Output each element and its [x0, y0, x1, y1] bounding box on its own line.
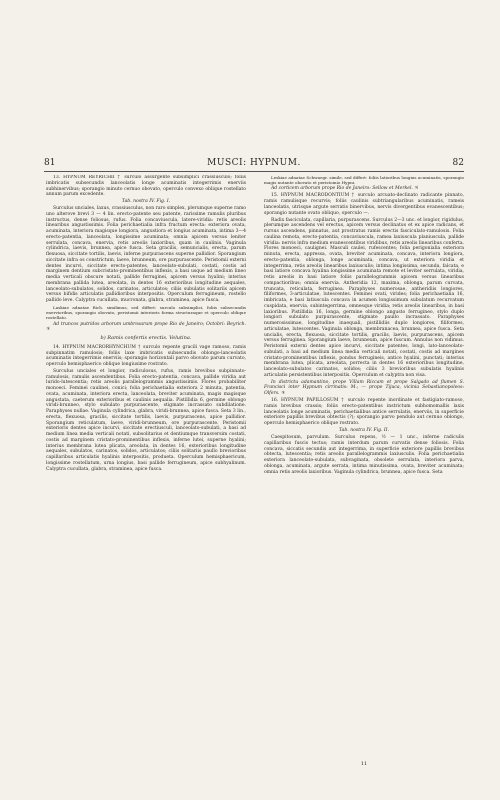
species-heading: 13. HYPNUM REYRICHII † surculo assurgente subsimplici crassiusculo; foliis imbricatis subsecundis lanceolatis longe acuminatis integerrimis enerviis subhinervibus; sporangio minuto cernuo obovato, operculo convexo oblique rostellato annum parum excedente. — [46, 175, 246, 198]
right-column — [264, 175, 464, 770]
description-paragraph: Surculus unciales, laxus, crassiusculus, non raro simplex, plerumque superne ramo uno alterove brevi 3 — 4 lin. erecto-patente seu patente, rarissime ramulis pluribus instructus, dense foliosus, rufus. Folia concaviuscula, latere-viridia: retis areolis linearibus angustissimis. Folia perichaetialia infra fructum erecta: exteriora ovata, acuminata, interiora magisque longiora, angustiora et longius acuminata, intima 3—4 erecto-patentia, lanceolata, longissime acuminata; omnia apicem versus leniter serrulata, concava, enervia, retis areolis laxioribus, quam in caulinis. Vaginula cylindrica, laevis, brunnea, apice fusca. Seta gracilis, semuncialis, erecta, parum flexuosa, siccitate tortilis, laevis, inferne purpurascens superne pallidior. Sporangium siccitate infra os constrictum, laeve, brunneum, ore purpurascente. Peristomii externi dentes incurvi, siccitate erecto-patentes, lanceolato-subulati, costati, costis ad marginem dentium subcristato-prominentibus inflexis, a basi usque ad medium lineo media verticali obscure notati, pallide ferruginei, apicem versus hyalini; interius membrana pallida lutea, areolata, in dentes 16 exterioribus longitudine aequales, lanceolato-subulatos, solidos, carinatos, articulatos; ciliis subulatis solitariis apicem versus bifidis articulatis pallidioribus interpositis. Operculum ferrugineum, rostello pallido leve. Calyptra cucullata, mucronata, glabra, straminea, apice fusca. — [46, 206, 246, 304]
comparison-note: Leskiae adnatae Schwaegr. simile, sed differt: foliis latioribus longius acuminatis, sporangio magis nutante obovato et peristomio Hypni. — [264, 175, 464, 186]
plate-reference: Tab. nostra IV. Fig. I. — [121, 199, 171, 205]
signature-mark: 11 — [360, 761, 368, 768]
species-heading: 15. HYPNUM MACRODONTIUM † surculo arcuato-declinato radicante pinnato, ramis ramulisque recurvis; foliis caulinis subtriangularibus acuminatis, rameis lanceolatis, utrisque argute serratis binervibus, nervis divergentibus evanescentibus; sporangio nutante ovato obliquo, operculo —. — [264, 193, 464, 216]
locality-note: Ad truncos putridos arborum umbrosarum prope Rio de Janeiro; Octobri: Beyrich. ♃ — [46, 321, 246, 333]
header-rule — [44, 171, 464, 172]
running-title: MUSCI: HYPNUM. — [207, 158, 301, 168]
description-paragraph: Surculus unciales et longior, radiculosus, rufus, ramis brevibus subpinnato-ramulosis, ramulis ascendentibus. Folia erecto-patentia, concava, pallide viridia aut lurido-lutescentia; retis areolis parallelogrammis angustissimis. Flores probabiliter monoeci. Feminei caulinei, conici; folia perichaetialia exteriora 2 minuta, patentia, ovata, acuminata, interiora erecta, lanceolata, breviter acuminata, magis magisque angustata, caeterum exterioribus et caulinis aequalia. Pistillidia 6, germine oblongo viridi-brunneo, stylo subulato purpurascente, stigmate incrassato subdilatione. Paraphyses nullae. Vaginula cylindrica, glabra, viridi-brunnea, apice fusca. Seta 3 lin., erecta, flexuosa, gracilis, siccitate tortilis, laevis, purpurascens, apice pallidior. Sporangium reticulatum, laeve, viridi-brunneum, ore purpurascente. Peristomii exterioris dentes apice incurvi, siccitate erectiusculi, lanceolato-subulati, a basi ad medium linea media verticali notati, subsolitarius et dentiumque transversim costati, costis ad marginem cristato-prominentibus inflexis, inferne lutei, superne hyalini; interius membrana lutea plicata, areolata, in dentes 16, exterioribus longitudine aequales, subulatos, carinatos, solidos, articulatos; ciliis solitariis paullo brevioribus capillaribus articulatis hyalinis interpositis, produeta. Operculum hemisphaericum, longissime rostellatum, urna longius, basi pallide ferrugineum, apice subhyalinum. Calyptra cucullata, glabra, straminea, apice fusca. — [46, 368, 246, 472]
description-paragraph: Caespitosum, parvulum. Surculus repens, ½ — 1 unc., inferne radiculis capillaribus fuscis tectus; ramis interdum parum curvatis dense foliosis. Folia concava, siccatis secundis aut integerrima, in superficie exteriore papillis brevibus obtecta, lutescentia; retis areolis parallelogrammis laxiusculis. Folia perichaetialia exteriora lanceolato-subulata, subvaginata, obsolete serrulata, interiora parva, oblonga, acuminata, argute serrata, intima minutissima, ovata, breviter acuminata; omnia retis areolis laxioribus. Vaginula cylindrica, brunnea, apice fusca. Seta — [264, 435, 464, 475]
comparison-note: Laskiae adnatae Rich. similimus, sed differt: surculo subsimplici, foliis subsecundis enervioribus, sporangio obovato, peristomii interioris forma structuraque et operculo oblique rostellato. — [46, 305, 246, 321]
locality-note: In districtu adamantino, prope Villam Riccam et prope Salgado ad flumen S. Francisci inter Hypnum cirrinatis: M.; — prope Tijuca, vicinia Sebastianopoleos: Olfers. ♃ — [264, 379, 464, 397]
section-heading: b) Ramis confertis erectis. Velutina. — [100, 335, 192, 342]
right-page-number: 82 — [452, 158, 464, 168]
left-column — [46, 175, 246, 770]
description-paragraph: Radix fasciculata, capillaria, purpurascens. Surculus 2—3 unc. et longior, rigidulus, plerumque ascendens vel erectus, apicem versus declinatus et ex apice radicans, et rursus ascendens, pinnatus, aut prostratus ramis erectis fasciculato-ramulosis. Folia caulina remota, erecto-patentia, concaviuscula, ramea laxiuscula planiuscula, pallide viridia: nervis infra medium evanescentibus viridibus, retis areolis linearibus conferta. Flores monoeci, caulignei. Masculi caulei, rufescentes; folia perigonialia exteriora minuta, erecta, appressa, ovata, breviter acuminata, concava, interiora longiora, erecto-patentia, oblonga, longe acuminata, concava, ut exteriora viridia et integerrima, retis areolis linearibus laxiusculis; intima longissima, secunda, falcata, e basi latiore concava hyalina longissime acuminata remote et leviter serrulata, viridia, retis areolis in basi latiore foliis parallelogrammis apicem versus linearibus compactioribus; omnia enervia. Antheridia 12, maxima, oblonga, parum curvata, truncata, reticulata, ferruginea. Paraphyses numerosae, antheridiis longiores, filiformes, 3-articulatae, lutescentes. Feminei ovati, virides; folia perichaetialia 16, imbricata, e basi latiuscula concava in acumen longissimum subulatum recurvatum cuspidata, enervia, subintegerrima, omnesque viridia; retis areolis linearibus, in basi laxioribus. Pistillidia 16, longa, germine oblongo angusto ferrugineo, stylo duplo longiori subulato purpurascente, stigmate paullo incrassato. Paraphyses numerosissimae, longitudine inaequali, pistillidiis duplo longiores, filiformes, articulatae, lutescentes. Vaginula oblonga, membranacea, brunnea, apice fusca. Seta uncialis, erecta, flexuosa, siccitate tortilis, gracilis, laevis, purpurascens, apicem versus ferruginea. Sporangium laeve, brunneum, apice fuscum. Annulus non vidimus. Peristomii externi dentes apice incurvi, siccitate patentes, longi, lato-lanceolato-subulati, a basi ad medium linea media verticali notati, costati, costis ad margines cristato-prominentibus inflexis, pondus ferrugineis, antice hyalini, punctati; interius membrana lutea, plicata, areolata, porrecta in dentes 16 exterioribus longitudine, lanceolato-subulatos carinatos, solidos; ciliis 3 brevioribus subulatis hyalinis articulatis persistentibus interpositis. Operculum et calyptra non visa. — [264, 217, 464, 378]
species-heading: 16. HYPNUM PAPILLOSUM † surculo repente inordinate et fastigiato-ramoso, ramis brevibus crassis; foliis erecto-patentibus instrictum subhomomallis laxis lanceolatis longe acuminatis, perichaetialibus antice serrulatis, enerviis, in superficie exteriore papillis brevibus obtectis (?); sporangio parvo pendulo aut cernuo oblongo, operculo hemisphaerico oblique rostrato. — [264, 398, 464, 427]
plate-reference: Tab. nostra IV. Fig. II. — [339, 428, 389, 434]
running-header — [44, 158, 464, 170]
species-heading: 14. HYPNUM MACRORHYNCHUM † surculo repente gracili vage ramoso, ramis subpinnatim ramulosis; foliis laxe imbricatis subsecundis oblongo-lanceolatis acuminatis integerrimis enerviis; sporangio horizontali parvo obovato parum curvato, operculo hemisphaerico oblique longiusime rostrato. — [46, 344, 246, 368]
left-page-number: 81 — [44, 158, 56, 168]
locality-note: Ad corticem arborum prope Rio de Janeiro: Sellow et Merkel. ♃ — [271, 186, 419, 192]
